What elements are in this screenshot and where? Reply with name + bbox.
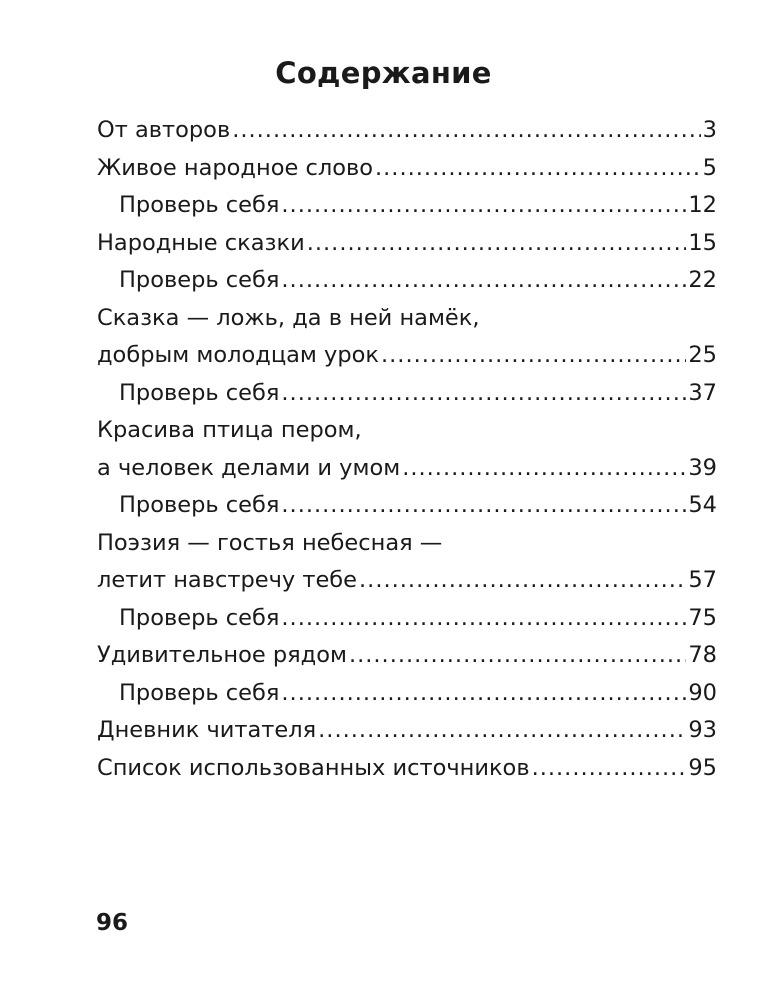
leader-dots bbox=[281, 675, 686, 713]
leader-dots bbox=[318, 712, 686, 750]
toc-entry-title: летит навстречу тебе bbox=[97, 567, 358, 593]
leader-dots bbox=[349, 637, 686, 675]
toc-entry-title-line1: Сказка — ложь, да в ней намёк, bbox=[97, 304, 480, 331]
toc-entry-page: 93 bbox=[688, 717, 717, 743]
toc-entry-page: 22 bbox=[688, 267, 717, 293]
toc-entry-page: 78 bbox=[688, 642, 717, 668]
toc-entry-title-line1: Поэзия — гостья небесная — bbox=[97, 529, 443, 556]
leader-dots bbox=[375, 150, 701, 188]
toc-entry-page: 90 bbox=[688, 679, 717, 706]
toc-entry-title: Проверь себя bbox=[119, 604, 280, 631]
leader-dots bbox=[381, 337, 686, 375]
toc-entry-folk-tales[interactable] bbox=[97, 225, 717, 263]
toc-entry-page: 54 bbox=[688, 492, 717, 518]
toc-entry-beautiful-bird[interactable] bbox=[97, 412, 717, 487]
toc-entry-title: От авторов bbox=[97, 117, 231, 143]
toc-entry-check-yourself[interactable] bbox=[97, 262, 717, 300]
leader-dots bbox=[359, 562, 686, 600]
toc-entry-title: добрым молодцам урок bbox=[97, 342, 379, 368]
toc-entry-page: 3 bbox=[702, 117, 717, 143]
leader-dots bbox=[307, 225, 687, 263]
page-title: Содержание bbox=[275, 56, 492, 90]
toc-entry-living-folk-word[interactable] bbox=[97, 150, 717, 188]
leader-dots bbox=[281, 375, 686, 413]
toc-entry-check-yourself[interactable] bbox=[97, 487, 717, 525]
leader-dots bbox=[281, 600, 686, 638]
toc-entry-page: 57 bbox=[688, 567, 717, 593]
toc-entry-title: Проверь себя bbox=[119, 267, 280, 293]
leader-dots bbox=[532, 750, 687, 788]
toc-entry-title: Проверь себя bbox=[119, 492, 280, 518]
toc-entry-check-yourself[interactable] bbox=[97, 187, 717, 225]
toc-entry-page: 39 bbox=[688, 454, 717, 481]
toc-entry-page: 37 bbox=[688, 379, 717, 406]
toc-entry-reader-diary[interactable] bbox=[97, 712, 717, 750]
toc-entry-title-line1: Красива птица пером, bbox=[97, 417, 362, 443]
toc-entry-title: Список использованных источников bbox=[97, 754, 530, 781]
toc-entry-page: 95 bbox=[688, 754, 717, 781]
toc-entry-title: Проверь себя bbox=[119, 679, 280, 706]
leader-dots bbox=[281, 187, 686, 225]
toc-entry-title: Удивительное рядом bbox=[97, 642, 347, 668]
table-of-contents bbox=[97, 112, 717, 787]
toc-entry-title: Дневник читателя bbox=[97, 717, 317, 743]
toc-entry-title: Живое народное слово bbox=[97, 154, 373, 181]
leader-dots bbox=[232, 112, 700, 150]
toc-entry-fairy-tale-is-a-lie[interactable] bbox=[97, 300, 717, 375]
toc-entry-page: 75 bbox=[688, 604, 717, 631]
toc-entry-poetry[interactable] bbox=[97, 525, 717, 600]
page-number: 96 bbox=[96, 910, 129, 936]
toc-entry-check-yourself[interactable] bbox=[97, 600, 717, 638]
toc-entry-title: Народные сказки bbox=[97, 229, 305, 256]
toc-entry-page: 12 bbox=[688, 192, 717, 218]
toc-entry-amazing-nearby[interactable] bbox=[97, 637, 717, 675]
leader-dots bbox=[402, 450, 686, 488]
toc-entry-title: Проверь себя bbox=[119, 192, 280, 218]
toc-entry-check-yourself[interactable] bbox=[97, 375, 717, 413]
toc-entry-title: Проверь себя bbox=[119, 379, 280, 406]
toc-entry-title: а человек делами и умом bbox=[97, 454, 401, 481]
toc-entry-page: 25 bbox=[688, 342, 717, 368]
leader-dots bbox=[281, 262, 686, 300]
toc-entry-page: 15 bbox=[688, 229, 717, 256]
toc-entry-check-yourself[interactable] bbox=[97, 675, 717, 713]
toc-entry-sources-list[interactable] bbox=[97, 750, 717, 788]
toc-entry-from-authors[interactable] bbox=[97, 112, 717, 150]
leader-dots bbox=[281, 487, 686, 525]
toc-entry-page: 5 bbox=[702, 154, 717, 181]
